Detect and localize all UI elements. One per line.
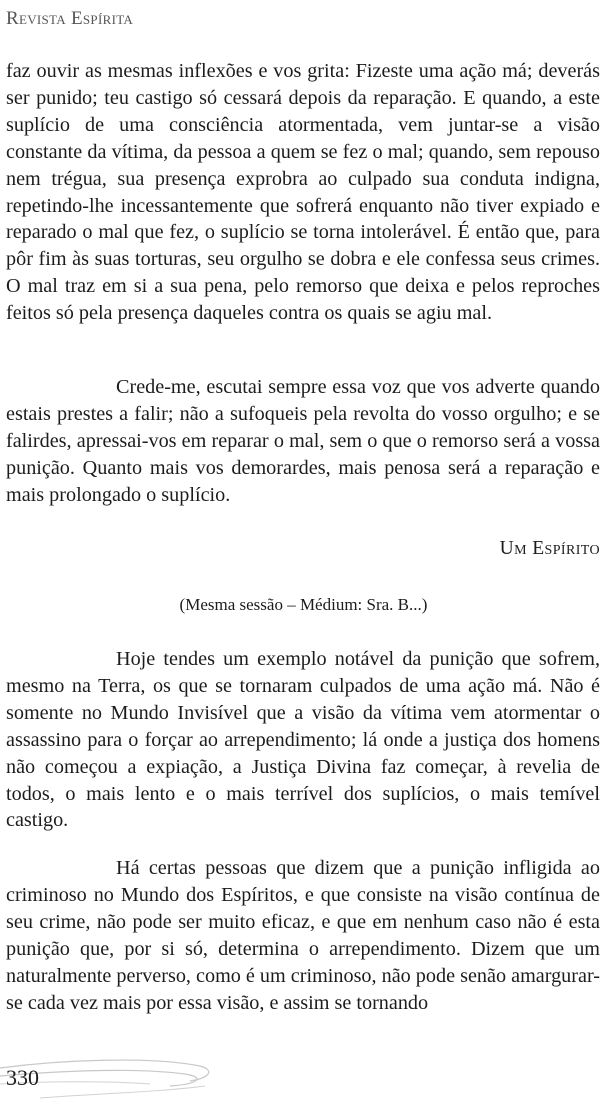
body-paragraph-2: Crede-me, escutai sempre essa voz que vos adverte quando estais prestes a falir; não a sufoqueis pela revolta do vosso orgulho; e se falirdes, apressai-vos em reparar o mal, sem o que o remorso será a vossa punição. Quanto mais vos demorardes, mais penosa será a reparação e mais prolongado o suplício. [6, 376, 600, 506]
swoosh-ornament-icon [0, 1048, 260, 1104]
running-head: Revista Espírita [6, 8, 134, 29]
page-number: 330 [6, 1065, 39, 1090]
body-paragraph-3: Hoje tendes um exemplo notável da punição que sofrem, mesmo na Terra, os que se tornaram culpados de uma ação má. Não é somente no Mundo Invisível que a visão da vítima vem atormentar o assassino para o forçar ao arrependimento; lá onde a justiça dos homens não começou a expiação, a Justiça Divina faz começar, à revelia de todos, o mais lento e o mais terrível dos suplícios, o mais temível castigo. [6, 648, 600, 832]
body-paragraph-1: faz ouvir as mesmas inflexões e vos grita: Fizeste uma ação má; deverás ser punido; teu castigo só cessará depois da reparação. E quando, a este suplício de uma consciência atormentada, vem juntar-se a visão constante da vítima, da pessoa a quem se fez o mal; quando, sem repouso nem trégua, sua presença exprobra ao culpado sua conduta indigna, repetindo-lhe incessantemente que sofrerá enquanto não tiver expiado e reparado o mal que fez, o suplício se torna intolerável. É então que, para pôr fim às suas torturas, seu orgulho se dobra e ele confessa seus crimes. O mal traz em si a sua pena, pelo remorso que deixa e pelos reproches feitos só pela presença daqueles contra os quais se agiu mal. [6, 60, 600, 325]
body-paragraph-4: Há certas pessoas que dizem que a punição infligida ao criminoso no Mundo dos Espíritos, e que consiste na visão contínua de seu crime, não pode ser muito eficaz, e que em nenhum caso não é esta punição que, por si só, determina o arrependimento. Dizem que um naturalmente perverso, como é um criminoso, não pode senão amargurar-se cada vez mais por essa visão, e assim se tornando [6, 857, 600, 1014]
spirit-signature: Um Espírito [499, 538, 600, 559]
session-note: (Mesma sessão – Médium: Sra. B...) [179, 595, 428, 614]
